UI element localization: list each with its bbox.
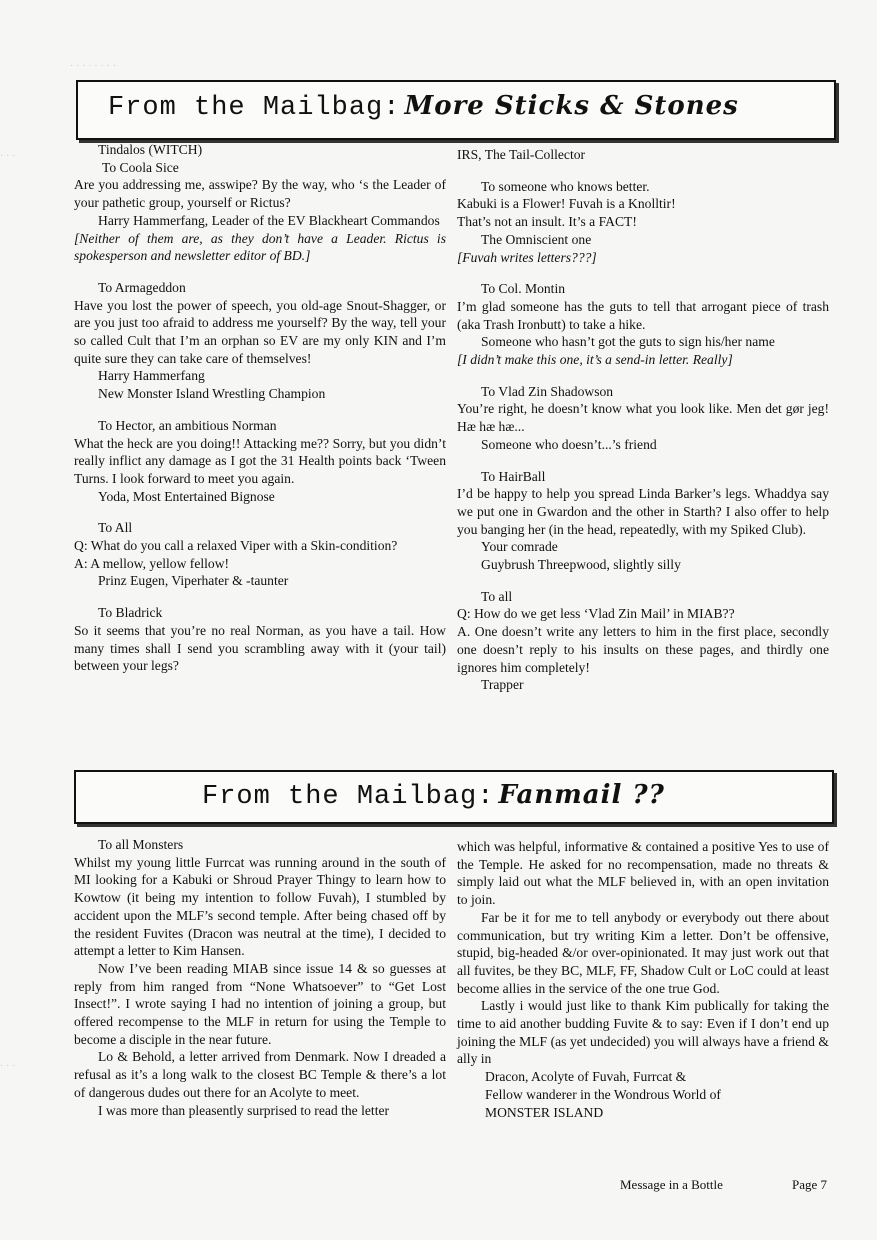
text-line: You’re right, he doesn’t know what you look like. Men det gør jeg! Hæ hæ hæ... bbox=[457, 401, 829, 435]
paragraph-spacer bbox=[74, 505, 446, 519]
section-header-sticks-stones bbox=[76, 80, 836, 140]
text-line: Yoda, Most Entertained Bignose bbox=[98, 488, 275, 504]
text-line: Harry Hammerfang bbox=[98, 368, 205, 384]
paragraph-spacer bbox=[74, 265, 446, 279]
text-line: The Omniscient one bbox=[481, 231, 592, 247]
text-line: To All bbox=[98, 520, 133, 536]
text-line: Now I’ve been reading MIAB since issue 14 & so guesses at reply from him ranged from “None Whatsoever” to “Get Lost Insect!”. I wrote saying I had no intention of joining a group, but offered recompense to the MLF in return for using the Temple to become a disciple in the near future. bbox=[74, 960, 446, 1047]
text-line: New Monster Island Wrestling Champion bbox=[98, 386, 326, 402]
text-line: Prinz Eugen, Viperhater & -taunter bbox=[98, 573, 289, 589]
text-line: I was more than pleasently surprised to read the letter bbox=[98, 1102, 390, 1118]
text-line: A. One doesn’t write any letters to him in the first place, secondly one doesn’t reply to his insults on these pages, and thirdly one ignores him completely! bbox=[457, 624, 829, 675]
page-number: Page 7 bbox=[792, 1177, 828, 1192]
text-line: To someone who knows better. bbox=[481, 178, 650, 194]
paragraph-spacer bbox=[74, 590, 446, 604]
text-line: Q: What do you call a relaxed Viper with a Skin-condition? bbox=[74, 538, 398, 554]
letters-list bbox=[457, 146, 829, 694]
text-line: Someone who hasn’t got the guts to sign his/her name bbox=[481, 334, 775, 350]
text-line: Trapper bbox=[481, 677, 524, 693]
text-line: To Hector, an ambitious Norman bbox=[98, 417, 277, 433]
letter-body bbox=[457, 838, 829, 1121]
text-line: Someone who doesn’t...’s friend bbox=[481, 436, 657, 452]
text-line: Your comrade bbox=[481, 539, 558, 555]
header-title-plain: From the Mailbag: bbox=[108, 93, 401, 123]
text-line: To all bbox=[481, 588, 513, 604]
text-line: To Coola Sice bbox=[102, 159, 179, 175]
scan-noise: · · · bbox=[0, 150, 16, 161]
text-line: To Col. Montin bbox=[481, 281, 566, 297]
text-line: Tindalos (WITCH) bbox=[98, 142, 203, 157]
text-line: Guybrush Threepwood, slightly silly bbox=[481, 557, 681, 573]
text-line: [Fuvah writes letters???] bbox=[457, 249, 597, 265]
text-line: which was helpful, informative & contained a positive Yes to use of the Temple. He asked for no recompensation, made no threats & simply laid out what the MLF believed in, with an open invitation to join. bbox=[457, 839, 829, 908]
text-line: Fellow wanderer in the Wondrous World of bbox=[485, 1086, 721, 1102]
text-line: So it seems that you’re no real Norman, as you have a tail. How many times shall I send you scrambling away with it (your tail) between your legs? bbox=[74, 622, 446, 674]
paragraph-spacer bbox=[457, 574, 829, 588]
text-line: Harry Hammerfang, Leader of the EV Blackheart Commandos bbox=[98, 212, 440, 228]
text-line: To all Monsters bbox=[98, 837, 184, 852]
text-line: [I didn’t make this one, it’s a send-in letter. Really] bbox=[457, 352, 733, 368]
text-line: A: A mellow, yellow fellow! bbox=[74, 555, 230, 571]
scan-noise: · · · bbox=[0, 1060, 16, 1071]
text-line: Are you addressing me, asswipe? By the way, who ‘s the Leader of your pathetic group, yourself or Rictus? bbox=[74, 177, 446, 211]
text-line: Lo & Behold, a letter arrived from Denmark. Now I dreaded a refusal as it’s a long walk to the closest BC Temple & there’s a lot of dangerous dudes out there for an Acolyte to meet. bbox=[74, 1049, 446, 1100]
letter-body bbox=[74, 836, 446, 1119]
letters-column-left bbox=[74, 141, 446, 675]
text-line: To Vlad Zin Shadowson bbox=[481, 383, 614, 399]
paragraph-spacer bbox=[457, 266, 829, 280]
text-line: I’m glad someone has the guts to tell that arrogant piece of trash (aka Trash Ironbutt) to take a hike. bbox=[457, 298, 829, 332]
paragraph-spacer bbox=[74, 403, 446, 417]
scan-noise: · · · · · · · · bbox=[70, 60, 117, 71]
paragraph-spacer bbox=[457, 164, 829, 178]
text-line: To HairBall bbox=[481, 468, 546, 484]
text-line: To Armageddon bbox=[98, 279, 186, 295]
text-line: [Neither of them are, as they don’t have a Leader. Rictus is spokesperson and newsletter editor of BD.] bbox=[74, 230, 446, 264]
text-line: IRS, The Tail-Collector bbox=[457, 147, 586, 162]
paragraph-spacer bbox=[457, 454, 829, 468]
letters-column-right bbox=[457, 146, 829, 694]
text-line: Far be it for me to tell anybody or everybody out there about communication, but try writing Kim a letter. Don’t be offensive, stupid, big-headed &/or over-opinionated. It may just work out that all fuvites, be they BC, MLF, FF, Shadow Cult or LoC could at least become allies in the service of the one true God. bbox=[457, 909, 829, 996]
text-line: Q: How do we get less ‘Vlad Zin Mail’ in MIAB?? bbox=[457, 606, 735, 622]
header-title-plain: From the Mailbag: bbox=[202, 782, 495, 812]
text-line: To Bladrick bbox=[98, 605, 163, 621]
text-line: MONSTER ISLAND bbox=[485, 1104, 604, 1120]
letters-list bbox=[74, 141, 446, 675]
text-line: Kabuki is a Flower! Fuvah is a Knolltir! bbox=[457, 196, 676, 212]
text-line: What the heck are you doing!! Attacking me?? Sorry, but you didn’t really inflict any damage as I got the 31 Health points back ‘Tween Turns. I look forward to meet you again. bbox=[74, 435, 446, 486]
section-header-fanmail bbox=[74, 770, 834, 824]
text-line: Lastly i would just like to thank Kim publically for taking the time to aid another budding Fuvite & to say: Even if I don’t end up joining the MLF (as yet undecided) you will always have a friend & ally in bbox=[457, 998, 829, 1067]
header-title-decorative: Fanmail ?? bbox=[498, 780, 665, 810]
paragraph-spacer bbox=[457, 369, 829, 383]
header-title-decorative: More Sticks & Stones bbox=[404, 91, 739, 121]
text-line: Have you lost the power of speech, you old-age Snout-Shagger, or are you just too afraid to address me yourself? By the way, tell your so called Cult that I’m an orphan so EV are my only KIN and I’m quite sure they can take care of themselves! bbox=[74, 297, 446, 366]
text-line: Whilst my young little Furrcat was running around in the south of MI looking for a Kabuki or Shroud Prayer Thingy to learn how to Kowtow (it being my intention to follow Fuvah), I stumbled by accident upon the MLF’s second temple. After being chased off by the resident Fuvites (Dracon was neutral at the time), I decided to attempt a letter to Kim Hansen. bbox=[74, 854, 446, 959]
fanmail-column-left bbox=[74, 836, 446, 1119]
publication-name: Message in a Bottle bbox=[620, 1177, 723, 1192]
text-line: I’d be happy to help you spread Linda Barker’s legs. Whaddya say we put one in Gwardon and the other in Starth? I also offer to help you banging her (in the head, repeatedly, with my Spiked Club). bbox=[457, 486, 829, 537]
text-line: That’s not an insult. It’s a FACT! bbox=[457, 214, 637, 230]
text-line: Dracon, Acolyte of Fuvah, Furrcat & bbox=[485, 1069, 687, 1085]
fanmail-column-right bbox=[457, 838, 829, 1121]
